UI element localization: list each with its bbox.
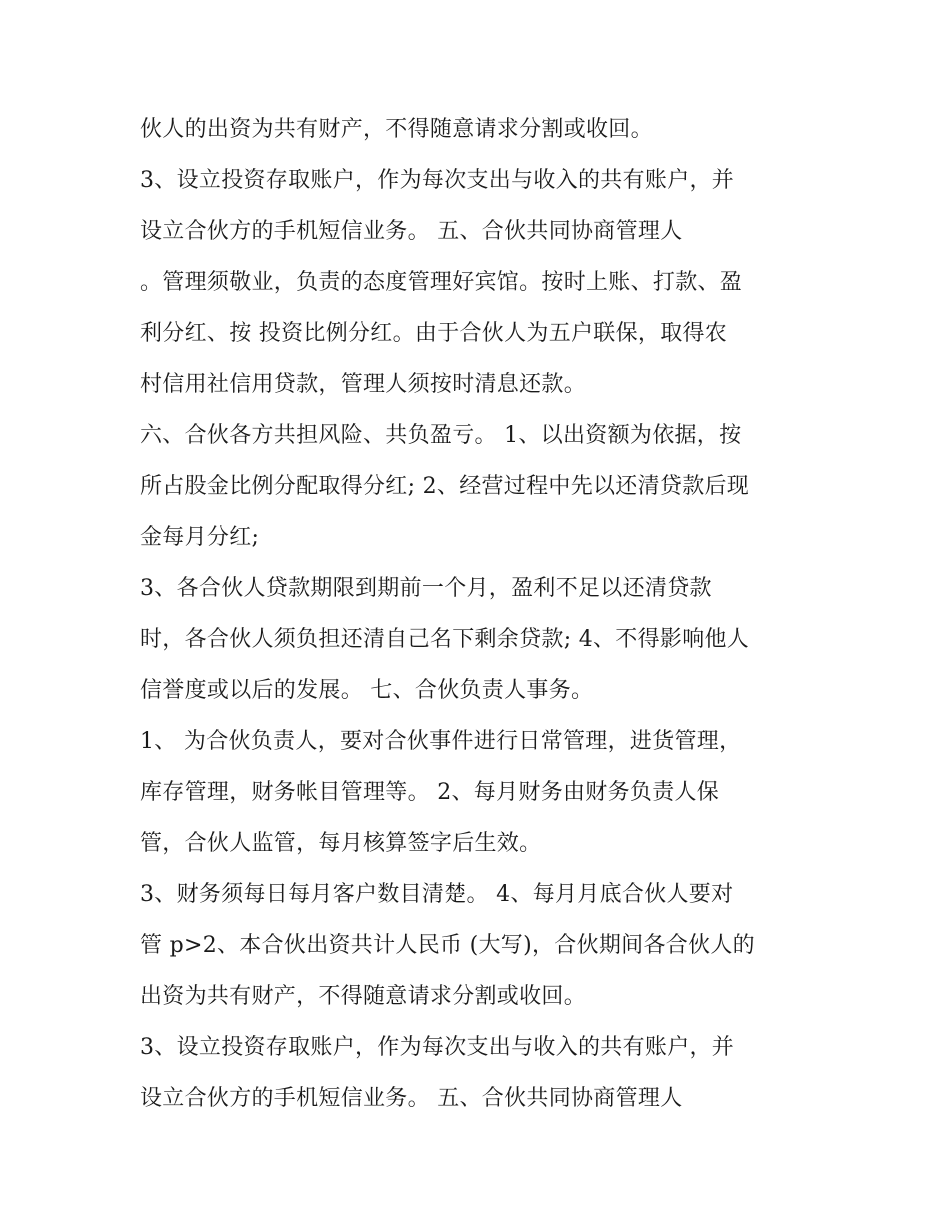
text-line: 所占股金比例分配取得分红; 2、经营过程中先以还清贷款后现	[140, 474, 750, 499]
text-line: 3、设立投资存取账户，作为每次支出与收入的共有账户，并	[140, 168, 735, 193]
text-line: 利分红、按 投资比例分红。由于合伙人为五户联保，取得农	[140, 321, 728, 346]
text-line: 库存管理，财务帐目管理等。 2、每月财务由财务负责人保	[140, 780, 720, 805]
text-line: 3、设立投资存取账户，作为每次支出与收入的共有账户，并	[140, 1035, 735, 1060]
text-line: 金每月分红;	[140, 525, 260, 550]
text-line: 设立合伙方的手机短信业务。 五、合伙共同协商管理人	[140, 219, 683, 244]
text-line: 1、 为合伙负责人，要对合伙事件进行日常管理，进货管理，	[140, 729, 742, 754]
text-line: 。管理须敬业，负责的态度管理好宾馆。按时上账、打款、盈	[140, 270, 743, 295]
text-line: 信誉度或以后的发展。 七、合伙负责人事务。	[140, 678, 594, 703]
text-line: 设立合伙方的手机短信业务。 五、合伙共同协商管理人	[140, 1086, 683, 1111]
text-line: 伙人的出资为共有财产，不得随意请求分割或收回。	[140, 117, 653, 142]
text-line: 出资为共有财产，不得随意请求分割或收回。	[140, 984, 587, 1009]
text-line: 管 p>2、本合伙出资共计人民币 (大写)，合伙期间各合伙人的	[140, 933, 755, 958]
text-line: 六、合伙各方共担风险、共负盈亏。 1、以出资额为依据，按	[140, 423, 742, 448]
text-line: 3、财务须每日每月客户数目清楚。 4、每月月底合伙人要对	[140, 882, 734, 907]
text-line: 3、各合伙人贷款期限到期前一个月，盈利不足以还清贷款	[140, 576, 712, 601]
text-line: 时，各合伙人须负担还清自己名下剩余贷款; 4、不得影响他人	[140, 627, 750, 652]
text-line: 管，合伙人监管，每月核算签字后生效。	[140, 831, 542, 856]
text-line: 村信用社信用贷款，管理人须按时清息还款。	[140, 372, 587, 397]
document-body	[140, 110, 830, 1130]
